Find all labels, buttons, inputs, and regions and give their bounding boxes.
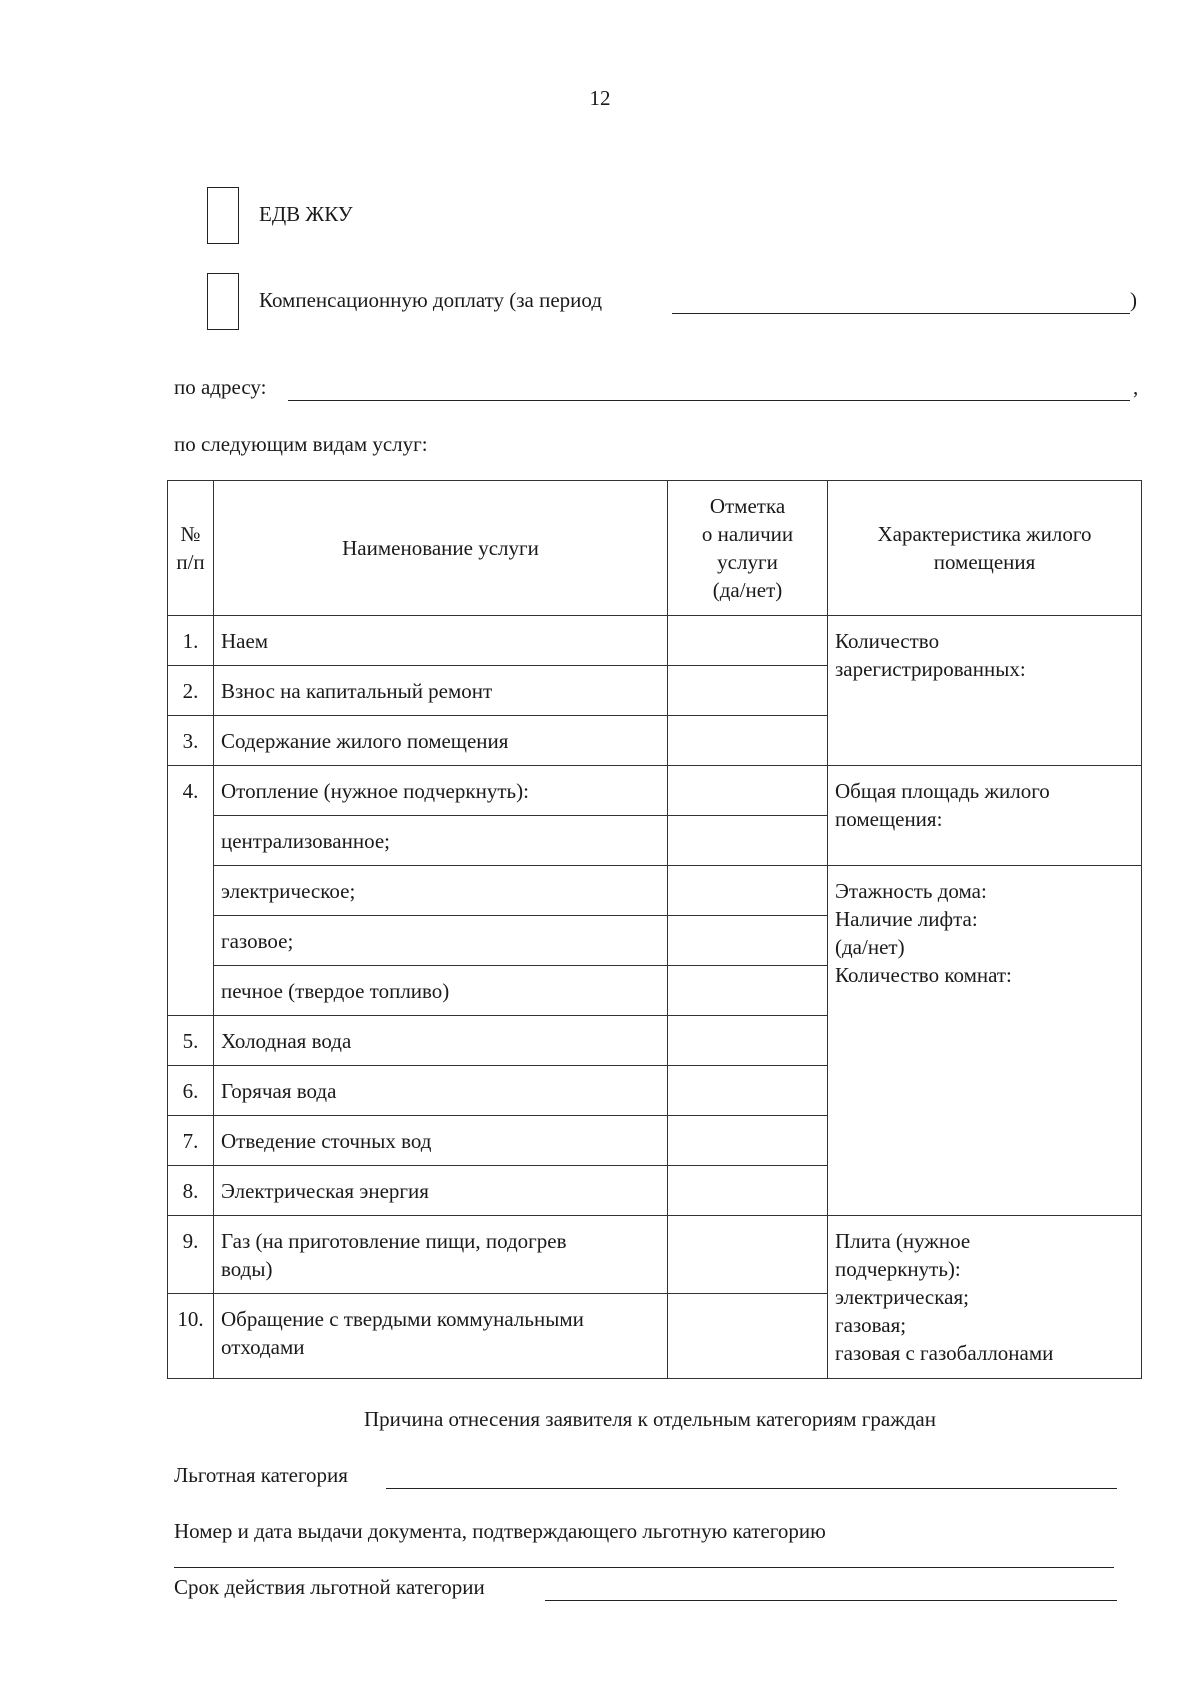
availability-cell[interactable] [668,866,828,916]
characteristic-area[interactable]: Общая площадь жилого помещения: [828,766,1142,866]
service-name: Обращение с твердыми коммунальными отходами [214,1294,668,1379]
row-number: 1. [168,616,214,666]
characteristic-stove[interactable]: Плита (нужное подчеркнуть): электрическая; газовая; газовая с газобаллонами [828,1216,1142,1379]
availability-cell[interactable] [668,1294,828,1379]
validity-label: Срок действия льготной категории [174,1575,485,1599]
row-number [168,816,214,866]
service-name: централизованное; [214,816,668,866]
table-header-row [168,481,1142,616]
edv-label: ЕДВ ЖКУ [259,202,353,226]
service-name: Электрическая энергия [214,1166,668,1216]
reason-title: Причина отнесения заявителя к отдельным категориям граждан [364,1407,936,1431]
service-name: газовое; [214,916,668,966]
row-number: 4. [168,766,214,816]
header-characteristic: Характеристика жилого помещения [828,481,1142,616]
table-row [168,1216,1142,1294]
document-label: Номер и дата выдачи документа, подтверждающего льготную категорию [174,1519,826,1543]
availability-cell[interactable] [668,1216,828,1294]
services-table [167,480,1142,1379]
service-name: Взнос на капитальный ремонт [214,666,668,716]
compensation-close: ) [1130,288,1137,312]
header-availability-mark: Отметка о наличии услуги (да/нет) [668,481,828,616]
page-number: 12 [589,86,611,110]
availability-cell[interactable] [668,666,828,716]
service-name: Отопление (нужное подчеркнуть): [214,766,668,816]
document-field[interactable] [174,1540,1114,1568]
table-row [168,866,1142,916]
availability-cell[interactable] [668,1016,828,1066]
service-name: Содержание жилого помещения [214,716,668,766]
availability-cell[interactable] [668,616,828,666]
row-number: 6. [168,1066,214,1116]
availability-cell[interactable] [668,1166,828,1216]
row-number: 9. [168,1216,214,1294]
address-label: по адресу: [174,375,267,399]
service-name: Горячая вода [214,1066,668,1116]
compensation-label: Компенсационную доплату (за период [259,288,603,312]
service-name: Холодная вода [214,1016,668,1066]
validity-field[interactable] [545,1573,1117,1601]
row-number: 8. [168,1166,214,1216]
availability-cell[interactable] [668,966,828,1016]
service-name: печное (твердое топливо) [214,966,668,1016]
availability-cell[interactable] [668,716,828,766]
service-name: электрическое; [214,866,668,916]
header-service-name: Наименование услуги [214,481,668,616]
address-trail: , [1133,375,1139,399]
row-number: 5. [168,1016,214,1066]
availability-cell[interactable] [668,816,828,866]
compensation-checkbox[interactable] [207,273,239,330]
characteristic-registered[interactable]: Количество зарегистрированных: [828,616,1142,766]
availability-cell[interactable] [668,1066,828,1116]
row-number: 7. [168,1116,214,1166]
row-number: 3. [168,716,214,766]
row-number: 2. [168,666,214,716]
benefit-category-field[interactable] [386,1461,1117,1489]
address-field[interactable] [288,373,1130,401]
services-intro: по следующим видам услуг: [174,432,428,456]
edv-checkbox[interactable] [207,187,239,244]
availability-cell[interactable] [668,1116,828,1166]
row-number [168,866,214,916]
table-row [168,766,1142,816]
row-number [168,966,214,1016]
header-num: № п/п [168,481,214,616]
characteristic-building[interactable]: Этажность дома: Наличие лифта: (да/нет) Количество комнат: [828,866,1142,1216]
row-number [168,916,214,966]
availability-cell[interactable] [668,766,828,816]
availability-cell[interactable] [668,916,828,966]
compensation-period-field[interactable] [672,286,1130,314]
service-name: Наем [214,616,668,666]
service-name: Отведение сточных вод [214,1116,668,1166]
row-number: 10. [168,1294,214,1379]
table-row [168,616,1142,666]
benefit-category-label: Льготная категория [174,1463,348,1487]
service-name: Газ (на приготовление пищи, подогрев воды) [214,1216,668,1294]
